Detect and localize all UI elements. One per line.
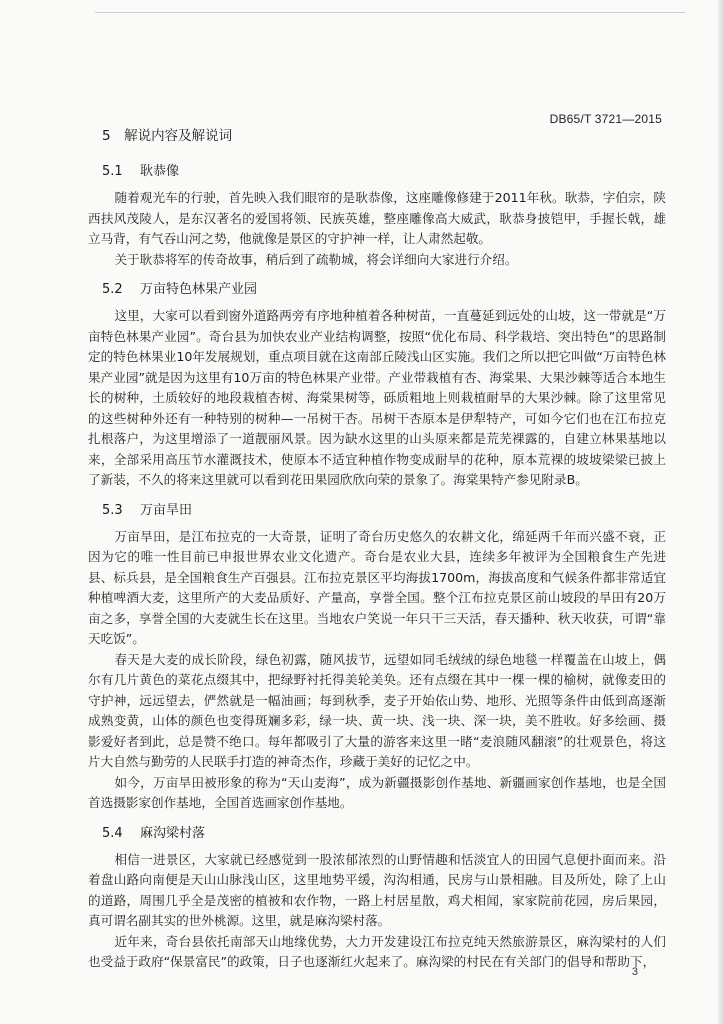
subsection-title: 万亩旱田	[140, 502, 193, 518]
paragraph: 近年来，奇台县依托南部天山地缘优势，大力开发建设江布拉克纯天然旅游景区，麻沟梁村的人们也受益于政府“保景富民”的政策，日子也逐渐红火起来了。麻沟梁的村民在有关部门的倡导和帮助下，	[88, 933, 666, 969]
subsection-heading	[102, 824, 666, 844]
subsection-5-3	[88, 501, 666, 814]
subsection-number: 5.4	[102, 825, 123, 841]
subsection-title: 麻沟梁村落	[140, 825, 206, 841]
paragraph: 春天是大麦的成长阶段，绿色初露，随风拔节，远望如同毛绒绒的绿色地毯一样覆盖在山坡上，偶尔有几片黄色的菜花点缀其中，把绿野衬托得美轮美奂。还有点缀在其中一棵一棵的榆树，就像麦田的守护神，远远望去，俨然就是一幅油画；每到秋季，麦子开始依山势、地形、光照等条件由低到高逐渐成熟变黄，山体的颜色也变得斑斓多彩，绿一块、黄一块、浅一块、深一块，美不胜收。好多绘画、摄影爱好者到此，总是赞不绝口。每年都吸引了大量的游客来这里一睹“麦浪随风翻滚”的壮观景色，将这片大自然与勤劳的人民联手打造的神奇杰作，珍藏于美好的记忆之中。	[88, 651, 666, 769]
subsection-5-1	[88, 162, 666, 270]
paragraph: 万亩旱田，是江布拉克的一大奇景，证明了奇台历史悠久的农耕文化，绵延两千年而兴盛不衰，正因为它的唯一性目前已申报世界农业文化遗产。奇台是农业大县，连续多年被评为全国粮食生产先进县、标兵县，是全国粮食生产百强县。江布拉克景区平均海拔1700m，海拔高度和气候条件都非常适宜种植啤酒大麦，这里所产的大麦品质好、产量高，享誉全国。整个江布拉克景区前山坡段的旱田有20万亩之多，享誉全国的大麦就生长在这里。当地农户笑说一年只干三天活，春天播种、秋天收获，可谓“靠天吃饭”。	[88, 528, 666, 646]
standard-code: DB65/T 3721—2015	[549, 112, 662, 126]
subsection-5-4	[88, 824, 666, 973]
subsection-number: 5.1	[102, 164, 123, 179]
subsection-title: 万亩特色林果产业园	[140, 282, 258, 297]
subsection-5-2	[88, 280, 666, 491]
section-heading: 5 解说内容及解说词	[102, 128, 233, 144]
subsection-number: 5.2	[102, 282, 123, 297]
paragraph: 如今，万亩旱田被形象的称为“天山麦海”，成为新疆摄影创作基地、新疆画家创作基地，也是全国首选摄影家创作基地，全国首选画家创作基地。	[88, 774, 666, 810]
page-number: 3	[631, 966, 638, 978]
paragraph: 相信一进景区，大家就已经感觉到一股浓郁浓烈的山野情趣和恬淡宜人的田园气息便扑面而来。沿着盘山路向南便是天山山脉浅山区，这里地势平缓，沟沟相通，民房与山景相融。目及所处，除了上山的道路，周围几乎全是茂密的植被和农作物，一路上村居星散，鸡犬相闻，家家院前花园，房后果园，真可谓名副其实的世外桃源。这里，就是麻沟梁村落。	[88, 851, 666, 928]
paragraph: 随着观光车的行驶，首先映入我们眼帘的是耿恭像，这座雕像修建于2011年秋。耿恭，字伯宗，陕西扶风茂陵人，是东汉著名的爱国将领、民族英雄，整座雕像高大威武，耿恭身披铠甲，手握长戟，雄立马背，有气吞山河之势，他就像是景区的守护神一样，让人肃然起敬。	[88, 190, 666, 246]
subsection-number: 5.3	[102, 502, 123, 518]
paragraph: 这里，大家可以看到窗外道路两旁有序地种植着各种树苗，一直蔓延到远处的山坡，这一带就是“万亩特色林果产业园”。奇台县为加快农业产业结构调整，按照“优化布局、科学栽培、突出特色”的思路制定的特色林果业10年发展规划，重点项目就在这南部丘陵浅山区实施。我们之所以把它叫做“万亩特色林果产业园”就是因为这里有10万亩的特色林果产业带。产业带栽植有杏、海棠果、大果沙棘等适合本地生长的树种，土质较好的地段栽植杏树、海棠果树等，砾质粗地上则栽植耐旱的大果沙棘。除了这里常见的这些树种外还有一种特别的树种—一吊树干杏。吊树干杏原本是伊犁特产，可如今它们也在江布拉克扎根落户，为这里增添了一道靓丽风景。因为缺水这里的山头原来都是荒芜裸露的，自建立林果基地以来，全部采用高压节水灌溉技术，使原本不适宜种植作物变成耐旱的花种，原本荒裸的坡坡梁梁已披上了新装，不久的将来这里就可以看到花田果园欣欣向荣的景象了。海棠果特产参见附录B。	[88, 308, 666, 487]
paragraph: 关于耿恭将军的传奇故事，稍后到了疏勒城，将会详细向大家进行介绍。	[114, 251, 518, 267]
scan-edge-shadow	[718, 0, 724, 1024]
top-rule	[95, 12, 685, 13]
subsection-heading	[102, 280, 666, 300]
subsection-title: 耿恭像	[140, 164, 180, 179]
subsection-heading	[102, 501, 666, 521]
document-body	[88, 124, 666, 977]
subsection-heading	[102, 162, 666, 182]
